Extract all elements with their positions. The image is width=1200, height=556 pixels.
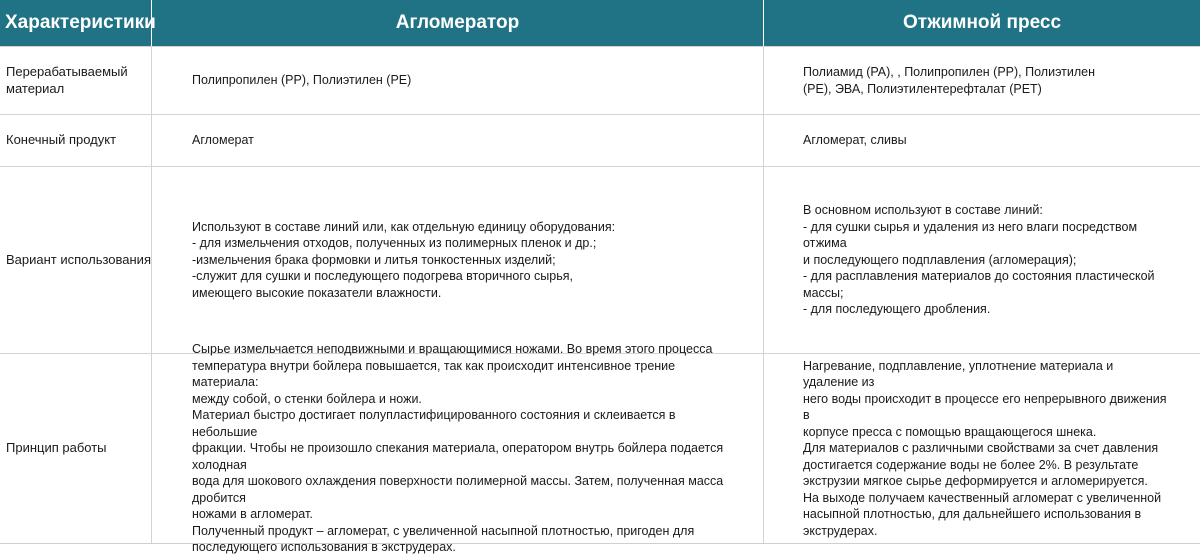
table-row xyxy=(0,342,1200,555)
header-characteristics: Характеристики xyxy=(0,0,152,46)
row-label: Вариант использования xyxy=(6,251,151,267)
aglomerator-cell xyxy=(152,342,764,555)
aglomerator-value: Агломерат xyxy=(192,133,254,148)
press-value: Нагревание, подплавление, уплотнение материала и удаление из него воды происходит в процессе его непрерывного движения в корпусе пресса с помощью вращающегося шнека. Для материалов с различными свойствами за счет давления достигается содержание воды не более 2%. В результате экструзии мягкое сырье деформируется и агломерируется. На выходе получаем качественный агломерат с увеличенной насыпной плотностью, для дальнейшего использования в экструдерах. xyxy=(803,358,1167,538)
row-label-cell xyxy=(0,354,152,543)
row-label: Перерабатываемый материал xyxy=(6,64,128,96)
aglomerator-cell xyxy=(152,115,764,166)
press-value: Полиамид (PA), , Полипропилен (PP), Полиэтилен (PE), ЭВА, Полиэтилентерефталат (PET) xyxy=(803,65,1096,96)
header-aglomerator: Агломератор xyxy=(152,0,764,46)
header-press: Отжимной пресс xyxy=(902,12,1062,33)
row-label: Конечный продукт xyxy=(6,132,117,148)
table-row xyxy=(0,114,1200,166)
table-header xyxy=(0,0,1200,46)
aglomerator-value: Сырье измельчается неподвижными и вращающимися ножами. Во время этого процесса температура внутри бойлера повышается, так как происходит интенсивное трение материала: между собой, о стенки бойлера и ножи. Материал быстро достигает полупластифицированного состояния и склеивается в небольшие фракции. Чтобы не произошло спекания материала, оператором внутрь бойлера подается холодная вода для шокового охлаждения поверхности полимерной массы. Затем, полученная масса дробится ножами в агломерат. Полученный продукт – агломерат, с увеличенной насыпной плотностью, пригоден для последующего использования в экструдерах. xyxy=(192,342,724,555)
aglomerator-cell xyxy=(152,167,764,353)
press-cell xyxy=(764,47,1200,114)
press-cell xyxy=(764,115,1200,166)
aglomerator-value: Полипропилен (PP), Полиэтилен (PE) xyxy=(192,73,412,88)
row-label-cell xyxy=(0,115,152,166)
table-row xyxy=(0,46,1200,114)
row-label-cell xyxy=(0,47,152,114)
press-cell xyxy=(764,354,1200,543)
table-row xyxy=(0,166,1200,353)
press-value: В основном используют в составе линий: - для сушки сырья и удаления из него влаги посредством отжима и последующего подплавления (агломерация); - для расплавления материалов до состояния пластической массы; - для последующего дробления. xyxy=(803,203,1155,317)
press-value: Агломерат, сливы xyxy=(803,133,907,148)
aglomerator-cell xyxy=(152,47,764,114)
aglomerator-value: Используют в составе линий или, как отдельную единицу оборудования: - для измельчения отходов, полученных из полимерных пленок и др.; -измельчения брака формовки и литья тонкостенных изделий; -служит для сушки и последующего подогрева вторичного сырья, имеющего высокие показатели влажности. xyxy=(192,219,616,300)
press-cell xyxy=(764,167,1200,353)
row-label-cell xyxy=(0,167,152,353)
row-label: Принцип работы xyxy=(6,440,107,456)
